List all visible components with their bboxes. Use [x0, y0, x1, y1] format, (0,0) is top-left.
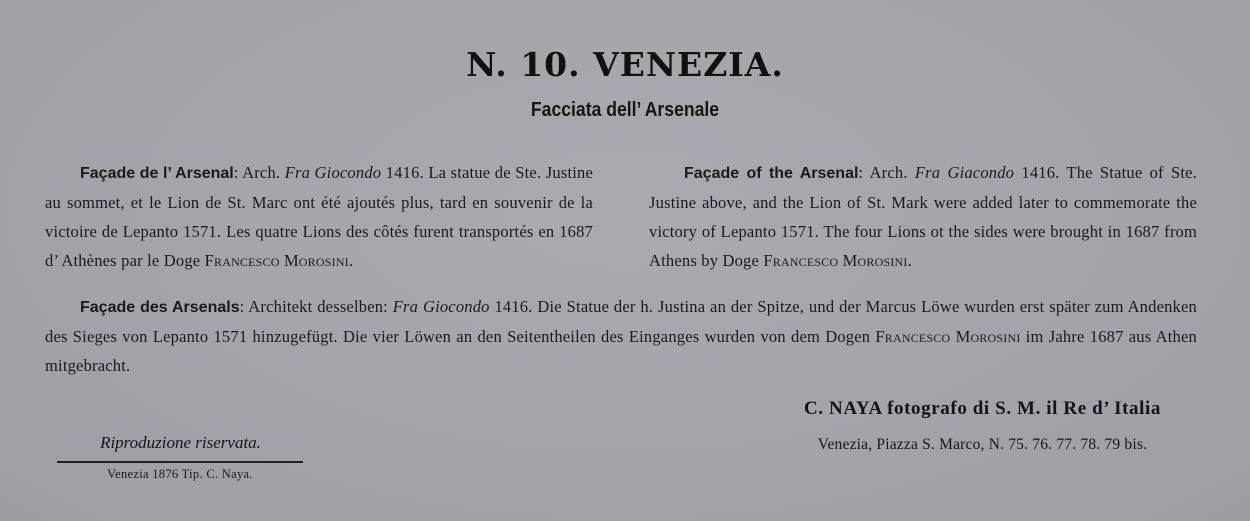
divider-rule [57, 461, 303, 463]
german-text-1: 1416. Die Statue der h. Justina an der Spitze, und der Marcus Löwe wurden erst später zum Andenken des Sieges von Lepanto 1571 hinzugefügt. Die vier Löwen an den Seitentheilen des Einganges wurden von dem Dogen [45, 297, 1197, 346]
studio-address: Venezia, Piazza S. Marco, N. 75. 76. 77. 78. 79 bis. [817, 436, 1148, 453]
german-separator: : Architekt desselben: [239, 297, 393, 316]
english-heading: Façade of the Arsenal [684, 165, 859, 182]
german-text-2: im Jahre 1687 aus Athen mitgebracht. [45, 327, 1197, 375]
document-subtitle: Facciata dell’ Arsenale [530, 99, 720, 121]
french-architect: Fra Giocondo [284, 163, 382, 182]
english-text-1: 1416. The Statue of Ste. Justine above, and the Lion of St. Mark were added later to commemorate the victory of Lepanto 1571. The four Lions ot the sides were brought in 1687 from Athens by Doge [649, 163, 1197, 270]
german-heading: Façade des Arsenals [80, 299, 240, 316]
photographer-credit: C. NAYA fotografo di S. M. il Re d’ Italia [803, 398, 1161, 419]
english-doge: Francesco Morosini [763, 251, 908, 270]
printer-imprint: Venezia 1876 Tip. C. Naya. [107, 467, 253, 481]
german-doge: Francesco Morosini [875, 327, 1021, 346]
french-heading: Façade de l’ Arsenal [80, 165, 234, 182]
german-architect: Fra Giocondo [392, 297, 490, 316]
french-text-2: . [348, 251, 354, 270]
french-description [45, 158, 593, 275]
english-separator: : Arch. [858, 163, 915, 182]
german-description [45, 292, 1197, 380]
french-text-1: 1416. La statue de Ste. Justine au sommet, et le Lion de St. Marc ont été ajoutés plus, tard en souvenir de la victoire de Lepanto 1571. Les quatre Lions des côtés furent transportés en 1687 d’ Athènes par le Doge [45, 163, 593, 270]
document-title: N. 10. VENEZIA. [466, 45, 784, 84]
english-architect: Fra Giacondo [914, 163, 1015, 182]
english-text-2: . [907, 251, 912, 270]
french-separator: : Arch. [233, 163, 285, 182]
french-doge: Francesco Morosini [204, 251, 349, 270]
reproduction-notice: Riproduzione riservata. [100, 433, 261, 452]
english-description [649, 158, 1197, 275]
